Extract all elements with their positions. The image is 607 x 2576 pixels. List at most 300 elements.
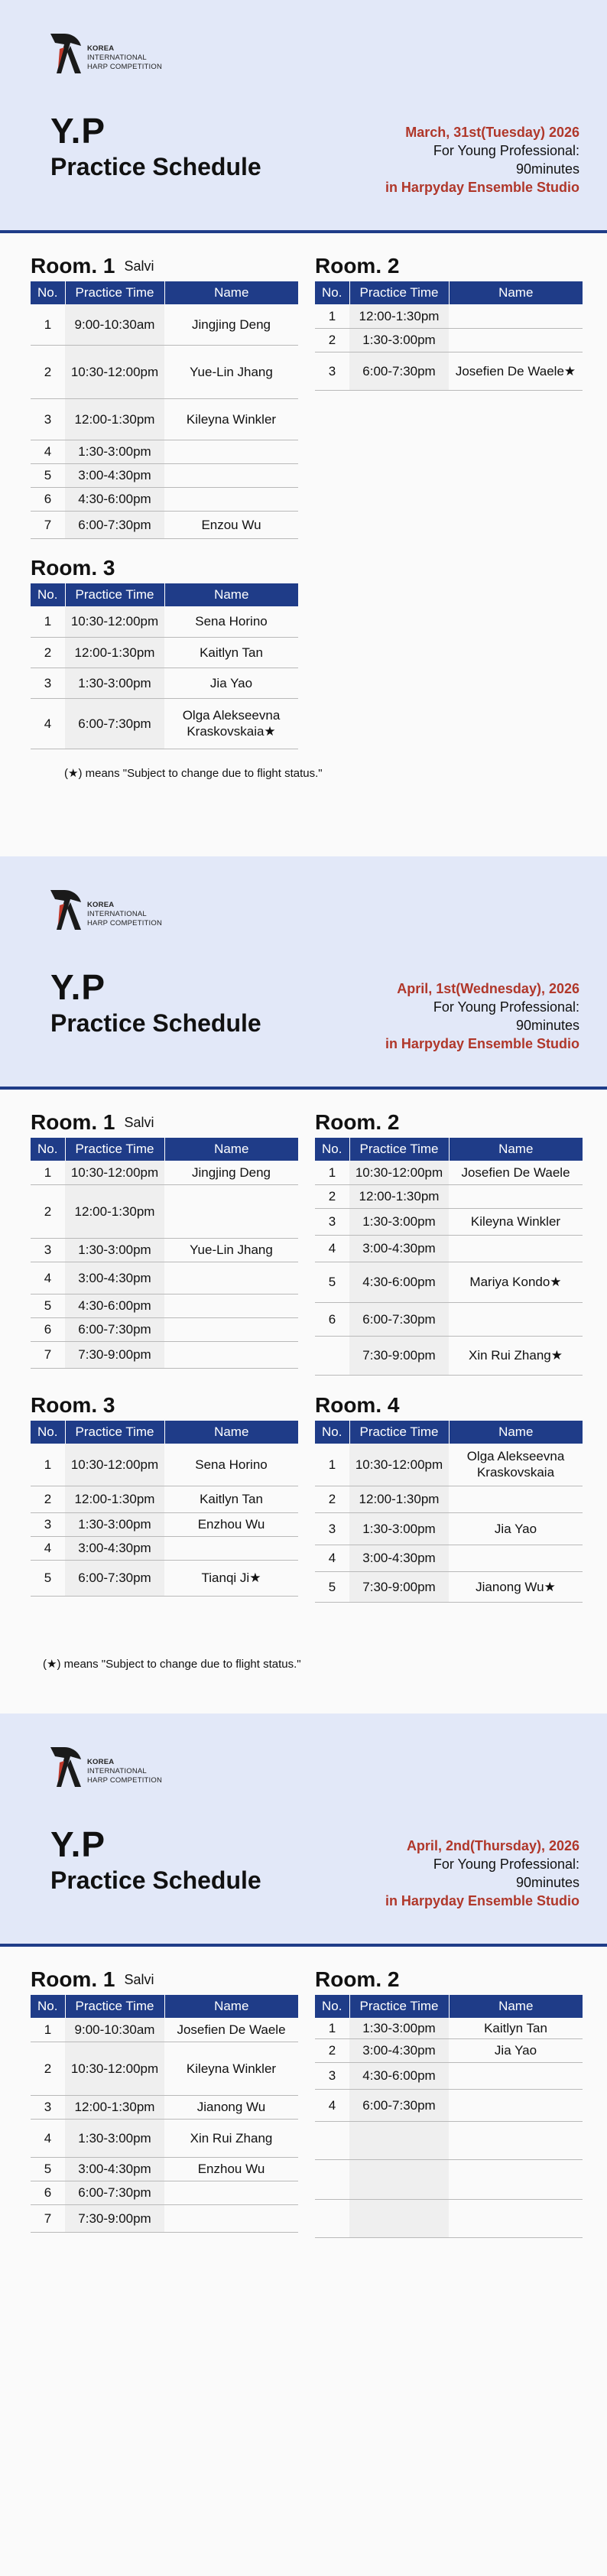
col-no: No. — [31, 1421, 65, 1444]
table-row — [31, 698, 298, 749]
table-row — [31, 606, 298, 637]
logo-text — [87, 1758, 162, 1785]
table-row — [315, 1444, 583, 1486]
yp-title: Y.P — [50, 111, 106, 151]
cell-time: 3:00-4:30pm — [349, 1235, 449, 1262]
cell-no: 4 — [31, 1262, 65, 1294]
session-duration: 90minutes — [515, 1018, 579, 1033]
logo-line-3: HARP COMPETITION — [87, 919, 163, 927]
room-1-table — [31, 281, 298, 539]
venue: in Harpyday Ensemble Studio — [385, 180, 579, 195]
schedule-info — [385, 979, 579, 1053]
col-name: Name — [449, 281, 583, 304]
col-name: Name — [164, 281, 298, 304]
cell-no: 3 — [31, 668, 65, 698]
cell-name — [164, 2204, 298, 2232]
room-2 — [315, 1109, 583, 1376]
cell-time: 6:00-7:30pm — [349, 352, 449, 390]
cell-no: 3 — [31, 1238, 65, 1262]
table-row — [315, 1235, 583, 1262]
table-row — [315, 1161, 583, 1184]
cell-name: Enzhou Wu — [164, 2157, 298, 2181]
col-name: Name — [449, 1138, 583, 1161]
cell-time: 1:30-3:00pm — [349, 2018, 449, 2038]
room-title — [31, 1109, 298, 1138]
cell-time: 10:30-12:00pm — [349, 1444, 449, 1486]
cell-no: 5 — [315, 1571, 349, 1602]
cell-name — [164, 1317, 298, 1341]
room-2 — [315, 252, 583, 391]
flight-status-note: (★) means "Subject to change due to flight status." — [43, 1658, 301, 1671]
table-row — [31, 1161, 298, 1184]
target-group: For Young Professional: — [433, 999, 579, 1015]
cell-name: Kaitlyn Tan — [449, 2018, 583, 2038]
cell-time: 10:30-12:00pm — [65, 606, 164, 637]
cell-no: 4 — [315, 1545, 349, 1571]
table-row — [31, 2042, 298, 2095]
cell-time: 1:30-3:00pm — [349, 328, 449, 352]
col-time: Practice Time — [65, 1138, 164, 1161]
schedule-info — [385, 1837, 579, 1910]
table-header — [31, 1995, 298, 2018]
cell-name: Jingjing Deng — [164, 304, 298, 345]
col-no: No. — [31, 583, 65, 606]
table-row — [31, 1184, 298, 1238]
cell-time: 6:00-7:30pm — [65, 1317, 164, 1341]
cell-time: 3:00-4:30pm — [65, 1262, 164, 1294]
col-name: Name — [449, 1421, 583, 1444]
cell-no: 2 — [31, 637, 65, 668]
cell-name — [164, 1262, 298, 1294]
table-row — [31, 304, 298, 345]
col-no: No. — [31, 281, 65, 304]
cell-name: Olga Alekseevna Kraskovskaia — [449, 1444, 583, 1486]
col-name: Name — [164, 1421, 298, 1444]
cell-no: 2 — [315, 328, 349, 352]
col-no: No. — [315, 1421, 349, 1444]
cell-time: 4:30-6:00pm — [349, 1262, 449, 1302]
room-2 — [315, 1966, 583, 2238]
cell-name — [164, 1536, 298, 1560]
room-harp-brand: Salvi — [124, 1972, 154, 1987]
cell-time: 1:30-3:00pm — [65, 1238, 164, 1262]
table-row — [315, 1208, 583, 1235]
room-title — [315, 252, 583, 281]
cell-name — [164, 1184, 298, 1238]
cell-time: 10:30-12:00pm — [65, 345, 164, 398]
table-row — [31, 1341, 298, 1368]
table-row — [315, 2062, 583, 2089]
cell-no: 4 — [31, 1536, 65, 1560]
room-1-table — [31, 1995, 298, 2233]
cell-no — [315, 2121, 349, 2159]
cell-time — [349, 2159, 449, 2199]
schedule-date: April, 1st(Wednesday), 2026 — [397, 981, 579, 996]
table-row — [315, 1336, 583, 1375]
cell-no: 5 — [31, 1560, 65, 1596]
cell-name: Tianqi Ji★ — [164, 1560, 298, 1596]
room-name: Room. 2 — [315, 1967, 400, 1991]
cell-no: 1 — [31, 606, 65, 637]
cell-no: 5 — [31, 463, 65, 487]
cell-no: 3 — [31, 2095, 65, 2119]
table-row — [31, 487, 298, 511]
cell-no: 2 — [315, 2038, 349, 2062]
cell-time: 7:30-9:00pm — [65, 2204, 164, 2232]
day-1-banner — [0, 0, 607, 233]
room-name: Room. 3 — [31, 1393, 115, 1417]
room-2-table — [315, 1138, 583, 1376]
cell-no: 3 — [315, 2062, 349, 2089]
cell-no — [315, 1336, 349, 1375]
cell-no: 7 — [31, 1341, 65, 1368]
cell-name: Enzou Wu — [164, 511, 298, 538]
cell-time: 6:00-7:30pm — [65, 511, 164, 538]
cell-no: 1 — [31, 1161, 65, 1184]
competition-logo — [47, 1743, 170, 1790]
day-3-schedule — [0, 1714, 607, 2576]
cell-time — [349, 2121, 449, 2159]
col-time: Practice Time — [65, 1995, 164, 2018]
room-3 — [31, 554, 298, 749]
table-row — [31, 398, 298, 440]
table-row — [31, 463, 298, 487]
cell-no: 5 — [31, 2157, 65, 2181]
cell-name — [449, 1545, 583, 1571]
table-row — [31, 2119, 298, 2157]
cell-no: 1 — [315, 1444, 349, 1486]
day-1-schedule — [0, 0, 607, 856]
cell-time: 12:00-1:30pm — [65, 1486, 164, 1512]
cell-time: 4:30-6:00pm — [349, 2062, 449, 2089]
cell-no: 2 — [315, 1184, 349, 1208]
cell-time: 9:00-10:30am — [65, 2018, 164, 2042]
room-name: Room. 2 — [315, 254, 400, 278]
table-row — [31, 2181, 298, 2204]
cell-name: Olga Alekseevna Kraskovskaia★ — [164, 698, 298, 749]
cell-no: 4 — [31, 698, 65, 749]
col-time: Practice Time — [65, 281, 164, 304]
flight-status-note: (★) means "Subject to change due to flight status." — [64, 767, 323, 780]
cell-no: 2 — [31, 1486, 65, 1512]
room-name: Room. 1 — [31, 1967, 115, 1991]
cell-no: 1 — [315, 1161, 349, 1184]
cell-name — [449, 1235, 583, 1262]
cell-no — [315, 2159, 349, 2199]
col-name: Name — [164, 583, 298, 606]
table-header — [315, 1995, 583, 2018]
cell-time: 1:30-3:00pm — [349, 1208, 449, 1235]
cell-no: 7 — [31, 2204, 65, 2232]
col-time: Practice Time — [349, 1138, 449, 1161]
harp-logo-icon — [47, 1743, 84, 1788]
venue: in Harpyday Ensemble Studio — [385, 1893, 579, 1908]
cell-time: 3:00-4:30pm — [349, 2038, 449, 2062]
room-4-table — [315, 1421, 583, 1603]
table-header — [31, 1421, 298, 1444]
cell-no: 3 — [315, 1512, 349, 1545]
cell-name: Enzhou Wu — [164, 1512, 298, 1536]
col-no: No. — [31, 1138, 65, 1161]
cell-name — [164, 1294, 298, 1317]
cell-time: 12:00-1:30pm — [349, 304, 449, 328]
table-row — [315, 352, 583, 390]
harp-logo-icon — [47, 29, 84, 75]
room-1 — [31, 1966, 298, 2233]
table-row — [31, 345, 298, 398]
col-name: Name — [164, 1995, 298, 2018]
table-row — [31, 1486, 298, 1512]
cell-time: 1:30-3:00pm — [65, 440, 164, 463]
cell-name: Yue-Lin Jhang — [164, 345, 298, 398]
table-row — [315, 328, 583, 352]
table-row — [31, 511, 298, 538]
col-no: No. — [31, 1995, 65, 2018]
cell-name: Jia Yao — [449, 2038, 583, 2062]
room-4 — [315, 1392, 583, 1603]
logo-text — [87, 901, 162, 928]
cell-no: 2 — [31, 345, 65, 398]
table-row — [31, 668, 298, 698]
cell-time: 9:00-10:30am — [65, 304, 164, 345]
table-row — [31, 1262, 298, 1294]
competition-logo — [47, 885, 170, 933]
cell-name: Josefien De Waele★ — [449, 352, 583, 390]
table-row — [31, 1536, 298, 1560]
cell-no: 2 — [31, 1184, 65, 1238]
logo-line-3: HARP COMPETITION — [87, 63, 163, 71]
cell-name: Jianong Wu — [164, 2095, 298, 2119]
cell-no: 5 — [315, 1262, 349, 1302]
table-row — [31, 2095, 298, 2119]
table-header — [31, 1138, 298, 1161]
session-duration: 90minutes — [515, 161, 579, 177]
cell-no: 3 — [315, 1208, 349, 1235]
day-2-banner — [0, 856, 607, 1090]
cell-name: Kaitlyn Tan — [164, 1486, 298, 1512]
cell-name — [449, 2062, 583, 2089]
cell-no: 7 — [31, 511, 65, 538]
cell-name: Josefien De Waele — [164, 2018, 298, 2042]
table-row — [31, 440, 298, 463]
cell-time: 6:00-7:30pm — [65, 2181, 164, 2204]
cell-no: 5 — [31, 1294, 65, 1317]
cell-name — [449, 1302, 583, 1336]
cell-no: 3 — [31, 1512, 65, 1536]
cell-name — [449, 2089, 583, 2121]
cell-no — [315, 2199, 349, 2237]
room-name: Room. 1 — [31, 254, 115, 278]
room-harp-brand: Salvi — [124, 258, 154, 274]
room-title — [315, 1392, 583, 1421]
cell-time: 12:00-1:30pm — [349, 1184, 449, 1208]
target-group: For Young Professional: — [433, 1856, 579, 1872]
logo-line-1: KOREA — [87, 1758, 115, 1766]
table-row — [315, 2018, 583, 2038]
room-harp-brand: Salvi — [124, 1115, 154, 1130]
cell-name: Jia Yao — [449, 1512, 583, 1545]
cell-no: 6 — [31, 2181, 65, 2204]
cell-name: Josefien De Waele — [449, 1161, 583, 1184]
table-row — [31, 2204, 298, 2232]
cell-name — [164, 463, 298, 487]
cell-name: Jia Yao — [164, 668, 298, 698]
practice-schedule-heading: Practice Schedule — [50, 153, 261, 180]
table-header — [315, 281, 583, 304]
cell-no: 6 — [31, 1317, 65, 1341]
cell-name: Jianong Wu★ — [449, 1571, 583, 1602]
cell-name: Yue-Lin Jhang — [164, 1238, 298, 1262]
cell-time: 4:30-6:00pm — [65, 1294, 164, 1317]
cell-name — [449, 1486, 583, 1512]
cell-no: 6 — [315, 1302, 349, 1336]
cell-no: 4 — [31, 440, 65, 463]
cell-name — [164, 2181, 298, 2204]
table-header — [315, 1138, 583, 1161]
room-title — [31, 252, 298, 281]
logo-line-2: INTERNATIONAL — [87, 54, 147, 62]
logo-line-2: INTERNATIONAL — [87, 910, 147, 918]
practice-schedule-heading: Practice Schedule — [50, 1866, 261, 1894]
table-row — [31, 637, 298, 668]
cell-time — [349, 2199, 449, 2237]
table-row — [31, 1512, 298, 1536]
cell-name — [449, 328, 583, 352]
cell-time: 6:00-7:30pm — [65, 1560, 164, 1596]
cell-time: 3:00-4:30pm — [65, 1536, 164, 1560]
cell-time: 7:30-9:00pm — [65, 1341, 164, 1368]
cell-time: 1:30-3:00pm — [65, 1512, 164, 1536]
cell-no: 1 — [315, 304, 349, 328]
cell-time: 6:00-7:30pm — [349, 2089, 449, 2121]
cell-name: Sena Horino — [164, 606, 298, 637]
cell-name: Kaitlyn Tan — [164, 637, 298, 668]
table-row — [315, 1262, 583, 1302]
venue: in Harpyday Ensemble Studio — [385, 1036, 579, 1051]
cell-time: 12:00-1:30pm — [65, 637, 164, 668]
cell-name — [449, 1184, 583, 1208]
col-time: Practice Time — [65, 1421, 164, 1444]
room-2-table — [315, 281, 583, 391]
room-title — [315, 1109, 583, 1138]
table-row — [315, 2089, 583, 2121]
room-name: Room. 2 — [315, 1110, 400, 1134]
yp-title: Y.P — [50, 1824, 106, 1864]
cell-name — [449, 2199, 583, 2237]
table-row — [315, 2038, 583, 2062]
day-2-schedule — [0, 856, 607, 1714]
table-row — [31, 1444, 298, 1486]
col-time: Practice Time — [65, 583, 164, 606]
cell-name — [164, 487, 298, 511]
room-2-table — [315, 1995, 583, 2238]
schedule-date: March, 31st(Tuesday) 2026 — [405, 125, 579, 140]
cell-name: Jingjing Deng — [164, 1161, 298, 1184]
room-name: Room. 3 — [31, 556, 115, 580]
cell-time: 3:00-4:30pm — [349, 1545, 449, 1571]
table-row — [315, 2159, 583, 2199]
cell-name: Xin Rui Zhang — [164, 2119, 298, 2157]
cell-time: 10:30-12:00pm — [65, 1444, 164, 1486]
table-row — [315, 2121, 583, 2159]
room-3 — [31, 1392, 298, 1597]
cell-name: Kileyna Winkler — [164, 398, 298, 440]
cell-no: 1 — [315, 2018, 349, 2038]
logo-text — [87, 44, 162, 72]
cell-name — [449, 2121, 583, 2159]
room-name: Room. 4 — [315, 1393, 400, 1417]
cell-name — [164, 440, 298, 463]
competition-logo — [47, 29, 170, 76]
day-3-banner — [0, 1714, 607, 1947]
table-row — [31, 1294, 298, 1317]
cell-time: 3:00-4:30pm — [65, 463, 164, 487]
logo-line-3: HARP COMPETITION — [87, 1776, 163, 1785]
room-1-table — [31, 1138, 298, 1369]
cell-time: 12:00-1:30pm — [65, 398, 164, 440]
col-no: No. — [315, 281, 349, 304]
cell-no: 1 — [31, 2018, 65, 2042]
cell-time: 12:00-1:30pm — [65, 1184, 164, 1238]
col-name: Name — [164, 1138, 298, 1161]
yp-title: Y.P — [50, 967, 106, 1007]
logo-line-1: KOREA — [87, 44, 115, 53]
room-3-table — [31, 1421, 298, 1597]
cell-no: 1 — [31, 304, 65, 345]
session-duration: 90minutes — [515, 1875, 579, 1890]
col-time: Practice Time — [349, 1995, 449, 2018]
cell-time: 10:30-12:00pm — [349, 1161, 449, 1184]
cell-no: 2 — [315, 1486, 349, 1512]
cell-time: 3:00-4:30pm — [65, 2157, 164, 2181]
cell-time: 7:30-9:00pm — [349, 1336, 449, 1375]
room-title — [31, 1966, 298, 1995]
harp-logo-icon — [47, 885, 84, 931]
table-row — [315, 1571, 583, 1602]
cell-name — [449, 2159, 583, 2199]
cell-name — [164, 1341, 298, 1368]
cell-time: 1:30-3:00pm — [65, 2119, 164, 2157]
col-time: Practice Time — [349, 281, 449, 304]
table-row — [315, 304, 583, 328]
cell-no: 3 — [31, 398, 65, 440]
cell-no: 2 — [31, 2042, 65, 2095]
room-title — [31, 1392, 298, 1421]
cell-time: 6:00-7:30pm — [65, 698, 164, 749]
table-header — [31, 281, 298, 304]
table-row — [315, 2199, 583, 2237]
table-row — [31, 2157, 298, 2181]
table-row — [315, 1545, 583, 1571]
col-no: No. — [315, 1138, 349, 1161]
cell-time: 10:30-12:00pm — [65, 1161, 164, 1184]
cell-no: 6 — [31, 487, 65, 511]
col-no: No. — [315, 1995, 349, 2018]
schedule-info — [385, 123, 579, 197]
logo-line-2: INTERNATIONAL — [87, 1767, 147, 1775]
logo-line-1: KOREA — [87, 901, 115, 909]
table-row — [315, 1512, 583, 1545]
col-name: Name — [449, 1995, 583, 2018]
room-1 — [31, 252, 298, 539]
room-title — [31, 554, 298, 583]
cell-name: Kileyna Winkler — [449, 1208, 583, 1235]
room-3-table — [31, 583, 298, 749]
room-title — [315, 1966, 583, 1995]
cell-time: 1:30-3:00pm — [349, 1512, 449, 1545]
cell-time: 12:00-1:30pm — [349, 1486, 449, 1512]
cell-name: Mariya Kondo★ — [449, 1262, 583, 1302]
